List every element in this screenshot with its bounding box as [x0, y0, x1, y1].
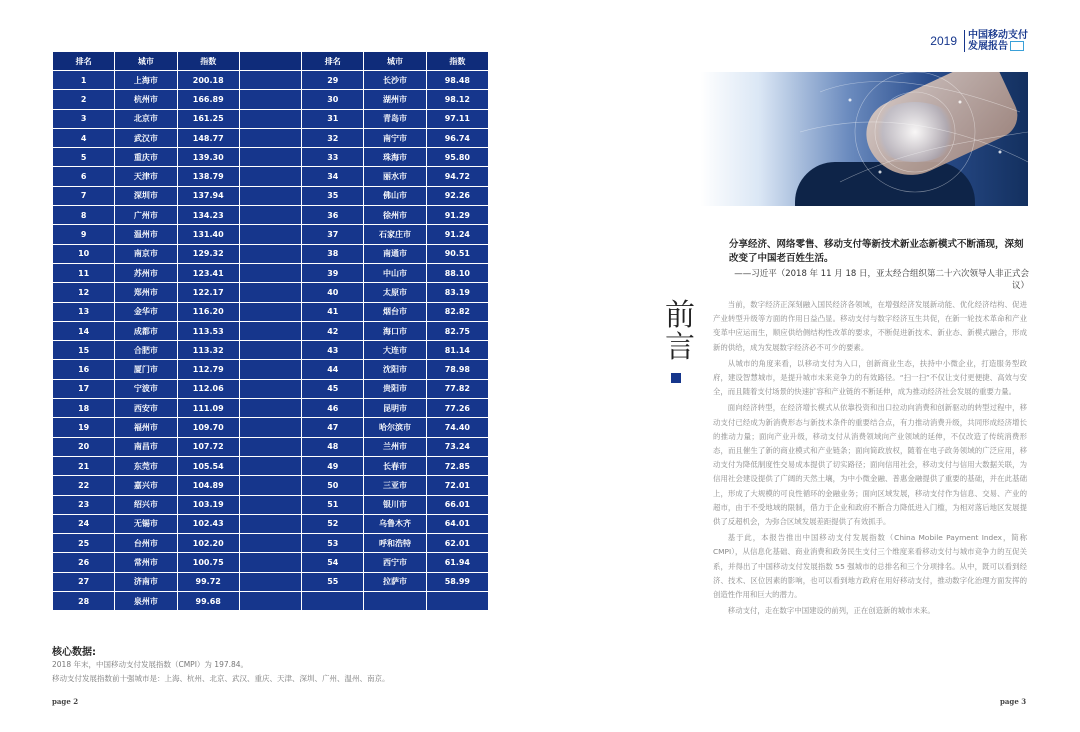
index-cell: 139.30 [177, 148, 239, 167]
city-cell: 郑州市 [115, 283, 177, 302]
city-cell: 西安市 [115, 399, 177, 418]
rank-cell: 28 [53, 592, 115, 611]
gap-cell [239, 456, 301, 475]
table-row [53, 128, 489, 147]
brand-title-line-1: 中国移动支付 [968, 30, 1028, 41]
city-cell: 无锡市 [115, 514, 177, 533]
preface-square-marker [671, 373, 681, 383]
rank-cell: 31 [302, 109, 364, 128]
index-cell: 98.48 [426, 71, 488, 90]
city-cell: 济南市 [115, 572, 177, 591]
core-data-line-2: 移动支付发展指数前十强城市是：上海、杭州、北京、武汉、重庆、天津、深圳、广州、温州、南京。 [52, 674, 390, 683]
paragraph: 移动支付，走在数字中国建设的前列，正在创造新的城市未来。 [727, 606, 935, 616]
table-row [53, 109, 489, 128]
rank-cell: 4 [53, 128, 115, 147]
index-cell: 138.79 [177, 167, 239, 186]
city-cell: 台州市 [115, 534, 177, 553]
gap-cell [239, 71, 301, 90]
city-cell: 福州市 [115, 418, 177, 437]
city-cell: 武汉市 [115, 128, 177, 147]
rank-cell: 3 [53, 109, 115, 128]
rank-cell: 1 [53, 71, 115, 90]
index-cell: 74.40 [426, 418, 488, 437]
city-cell: 合肥市 [115, 341, 177, 360]
rank-cell: 29 [302, 71, 364, 90]
brand-title [968, 30, 1028, 52]
city-ranking-table [52, 51, 489, 611]
rank-cell: 49 [302, 456, 364, 475]
rank-cell: 27 [53, 572, 115, 591]
city-cell: 太原市 [364, 283, 426, 302]
quote-source: ——习近平（2018 年 11 月 18 日，亚太经合组织第二十六次领导人非正式会议） [734, 269, 1029, 291]
city-cell: 北京市 [115, 109, 177, 128]
city-cell: 中山市 [364, 263, 426, 282]
table-row [53, 341, 489, 360]
rank-cell: 22 [53, 476, 115, 495]
table-row [53, 90, 489, 109]
city-cell: 兰州市 [364, 437, 426, 456]
rank-cell: 6 [53, 167, 115, 186]
table-row [53, 437, 489, 456]
city-cell: 南通市 [364, 244, 426, 263]
rank-cell: 15 [53, 341, 115, 360]
rank-cell: 13 [53, 302, 115, 321]
index-cell: 104.89 [177, 476, 239, 495]
table-row [53, 225, 489, 244]
rank-cell: 39 [302, 263, 364, 282]
gap-cell [239, 206, 301, 225]
city-cell: 深圳市 [115, 186, 177, 205]
index-cell: 61.94 [426, 553, 488, 572]
table-row [53, 379, 489, 398]
index-cell: 99.68 [177, 592, 239, 611]
index-cell: 95.80 [426, 148, 488, 167]
header-index-2: 指数 [426, 52, 488, 71]
index-cell: 166.89 [177, 90, 239, 109]
city-cell: 银川市 [364, 495, 426, 514]
table-row [53, 456, 489, 475]
city-cell: 石家庄市 [364, 225, 426, 244]
rank-cell: 10 [53, 244, 115, 263]
rank-cell: 38 [302, 244, 364, 263]
index-cell: 107.72 [177, 437, 239, 456]
gap-cell [239, 263, 301, 282]
index-cell: 200.18 [177, 71, 239, 90]
table-row [53, 495, 489, 514]
table-row [53, 360, 489, 379]
city-cell: 杭州市 [115, 90, 177, 109]
rank-cell: 43 [302, 341, 364, 360]
table-row [53, 418, 489, 437]
index-cell: 105.54 [177, 456, 239, 475]
table-row [53, 399, 489, 418]
header-index: 指数 [177, 52, 239, 71]
index-cell: 64.01 [426, 514, 488, 533]
city-cell: 常州市 [115, 553, 177, 572]
index-cell: 122.17 [177, 283, 239, 302]
leader-quote: 分享经济、网络零售、移动支付等新技术新业态新模式不断涌现，深刻改变了中国老百姓生活。 [729, 239, 1024, 264]
header-city-2: 城市 [364, 52, 426, 71]
rank-cell: 19 [53, 418, 115, 437]
city-cell: 哈尔滨市 [364, 418, 426, 437]
rank-cell: 36 [302, 206, 364, 225]
index-cell: 131.40 [177, 225, 239, 244]
gap-cell [239, 148, 301, 167]
index-cell: 103.19 [177, 495, 239, 514]
index-cell: 99.72 [177, 572, 239, 591]
paragraph: 从城市的角度来看，以移动支付为入口，创新商业生态，扶持中小微企业，打造服务型政府，建设智慧城市，是提升城市未来竞争力的有效路径。“扫一扫”不仅让支付更便捷、高效与安全，而且随着支付场景的快速扩容和产业链的不断延伸，成为推动经济社会发展的重要力量。 [713, 358, 1027, 397]
table-header-row [53, 52, 489, 71]
table-row [53, 553, 489, 572]
index-cell: 100.75 [177, 553, 239, 572]
rank-cell: 50 [302, 476, 364, 495]
gap-cell [239, 321, 301, 340]
index-cell: 92.26 [426, 186, 488, 205]
index-cell: 94.72 [426, 167, 488, 186]
gap-cell [239, 399, 301, 418]
index-cell: 102.43 [177, 514, 239, 533]
rank-cell: 48 [302, 437, 364, 456]
rank-cell: 17 [53, 379, 115, 398]
rank-cell: 25 [53, 534, 115, 553]
index-cell: 91.24 [426, 225, 488, 244]
rank-cell: 16 [53, 360, 115, 379]
index-cell: 72.01 [426, 476, 488, 495]
gap-cell [239, 534, 301, 553]
rank-cell [302, 592, 364, 611]
city-cell: 绍兴市 [115, 495, 177, 514]
rank-cell: 7 [53, 186, 115, 205]
city-cell: 泉州市 [115, 592, 177, 611]
core-data-line-1: 2018 年末，中国移动支付发展指数（CMPI）为 197.84。 [52, 660, 249, 669]
city-cell: 嘉兴市 [115, 476, 177, 495]
city-cell: 昆明市 [364, 399, 426, 418]
rank-cell: 54 [302, 553, 364, 572]
index-cell: 123.41 [177, 263, 239, 282]
rank-cell: 46 [302, 399, 364, 418]
index-cell: 72.85 [426, 456, 488, 475]
brand-divider [964, 30, 965, 52]
table-row [53, 244, 489, 263]
table-row [53, 302, 489, 321]
rank-cell: 21 [53, 456, 115, 475]
paragraph: 当前，数字经济正深刻融入国民经济各领域，在增强经济发展新动能、优化经济结构、促进产业转型升级等方面的作用日益凸显。移动支付与数字经济互生共促，在新一轮技术革命和产业变革中应运而生，顺应供给侧结构性改革的要求，不断促进新技术、新业态、新模式融合，形成新的供给，成为发展数字经济必不可少的要素。 [713, 300, 1027, 352]
hero-image [700, 72, 1028, 206]
rank-cell: 8 [53, 206, 115, 225]
city-cell: 成都市 [115, 321, 177, 340]
gap-cell [239, 225, 301, 244]
index-cell: 88.10 [426, 263, 488, 282]
gap-cell [239, 592, 301, 611]
rank-cell: 12 [53, 283, 115, 302]
paragraph: 基于此，本报告推出中国移动支付发展指数（China Mobile Payment Index，简称 CMPI），从信息化基础、商业消费和政务民生支付三个维度来看移动支付与城市竞争力的互促关系，并得出了中国移动支付发展指数 55 强城市的总排名和三个分项排名。从中，既可以看到经济、技术、区位因素的影响，也可以看到地方政府在用好移动支付，推动数字化治理方面发挥的创造性作用和巨大的潜力。 [713, 533, 1027, 600]
index-cell: 77.82 [426, 379, 488, 398]
rank-cell: 42 [302, 321, 364, 340]
rank-cell: 23 [53, 495, 115, 514]
index-cell: 161.25 [177, 109, 239, 128]
gap-cell [239, 514, 301, 533]
table-row [53, 476, 489, 495]
rank-cell: 34 [302, 167, 364, 186]
city-cell: 三亚市 [364, 476, 426, 495]
index-cell: 113.32 [177, 341, 239, 360]
index-cell [426, 592, 488, 611]
table-row [53, 514, 489, 533]
gap-cell [239, 302, 301, 321]
gap-cell [239, 109, 301, 128]
preface-title: 前言 [665, 298, 695, 365]
city-cell: 乌鲁木齐 [364, 514, 426, 533]
city-cell: 温州市 [115, 225, 177, 244]
index-cell: 98.12 [426, 90, 488, 109]
index-cell: 116.20 [177, 302, 239, 321]
rank-cell: 11 [53, 263, 115, 282]
table-body [53, 71, 489, 611]
index-cell: 73.24 [426, 437, 488, 456]
city-cell: 烟台市 [364, 302, 426, 321]
index-cell: 82.75 [426, 321, 488, 340]
network-lines-graphic [700, 72, 1028, 206]
index-cell: 137.94 [177, 186, 239, 205]
gap-cell [239, 283, 301, 302]
table-row [53, 534, 489, 553]
report-chart-icon [1010, 41, 1024, 51]
city-cell: 南宁市 [364, 128, 426, 147]
table-row [53, 263, 489, 282]
rank-cell: 9 [53, 225, 115, 244]
brand-year: 2019 [930, 34, 957, 48]
rank-cell: 20 [53, 437, 115, 456]
city-cell: 青岛市 [364, 109, 426, 128]
index-cell: 112.79 [177, 360, 239, 379]
index-cell: 77.26 [426, 399, 488, 418]
city-cell: 长沙市 [364, 71, 426, 90]
header-city: 城市 [115, 52, 177, 71]
city-cell: 西宁市 [364, 553, 426, 572]
index-cell: 66.01 [426, 495, 488, 514]
city-cell: 厦门市 [115, 360, 177, 379]
rank-cell: 40 [302, 283, 364, 302]
rank-cell: 14 [53, 321, 115, 340]
header-rank: 排名 [53, 52, 115, 71]
table-row [53, 186, 489, 205]
rank-cell: 45 [302, 379, 364, 398]
table-row [53, 572, 489, 591]
table-row [53, 321, 489, 340]
city-cell: 东莞市 [115, 456, 177, 475]
rank-cell: 53 [302, 534, 364, 553]
city-cell: 重庆市 [115, 148, 177, 167]
index-cell: 82.82 [426, 302, 488, 321]
rank-cell: 41 [302, 302, 364, 321]
city-cell: 珠海市 [364, 148, 426, 167]
core-data-title: 核心数据: [52, 647, 96, 658]
city-cell: 苏州市 [115, 263, 177, 282]
rank-cell: 2 [53, 90, 115, 109]
index-cell: 97.11 [426, 109, 488, 128]
index-cell: 113.53 [177, 321, 239, 340]
city-cell: 呼和浩特 [364, 534, 426, 553]
city-cell: 贵阳市 [364, 379, 426, 398]
rank-cell: 33 [302, 148, 364, 167]
brand-title-line-2: 发展报告 [968, 41, 1008, 52]
page-number-left: page 2 [52, 697, 79, 706]
gap-cell [239, 341, 301, 360]
header-rank-2: 排名 [302, 52, 364, 71]
paragraph: 面向经济转型，在经济增长模式从依靠投资和出口拉动向消费和创新驱动的转型过程中，移动支付已经成为新消费形态与新技术条件的重要结合点，有力推动消费升级，共同形成经济增长的推动力量；面向产业升级，移动支付从消费领域向产业领域的延伸，不仅改造了传统消费形态，而且催生了新的商业模式和产业链条；面向简政放权，随着在电子政务领域的广泛应用，移动支付为降低制度性交易成本提供了切实路径；面向信用社会，移动支付与信用大数据关联，为信用社会建设提供了广阔的天然土壤，为中小微金融、普惠金融提供了重要的基础，并在此基础上，形成了大规模的可良性循环的金融业务；面向区域发展，移动支付作为信息、交易、产业的超市，由于不受地域的限制，借力于企业和政府不断合力降低进入门槛，为相对落后地区发展提供了反超机会，为弥合区域发展差距提供了有效抓手。 [713, 403, 1027, 527]
city-cell: 拉萨市 [364, 572, 426, 591]
index-cell: 102.20 [177, 534, 239, 553]
index-cell: 91.29 [426, 206, 488, 225]
city-cell: 广州市 [115, 206, 177, 225]
city-cell: 大连市 [364, 341, 426, 360]
index-cell: 81.14 [426, 341, 488, 360]
city-cell: 沈阳市 [364, 360, 426, 379]
rank-cell: 55 [302, 572, 364, 591]
gap-cell [239, 379, 301, 398]
gap-cell [239, 572, 301, 591]
gap-cell [239, 90, 301, 109]
rank-cell: 18 [53, 399, 115, 418]
city-cell: 金华市 [115, 302, 177, 321]
city-cell: 海口市 [364, 321, 426, 340]
city-cell: 湖州市 [364, 90, 426, 109]
index-cell: 111.09 [177, 399, 239, 418]
index-cell: 58.99 [426, 572, 488, 591]
city-cell: 天津市 [115, 167, 177, 186]
index-cell: 83.19 [426, 283, 488, 302]
index-cell: 148.77 [177, 128, 239, 147]
table-row [53, 148, 489, 167]
index-cell: 90.51 [426, 244, 488, 263]
index-cell: 78.98 [426, 360, 488, 379]
rank-cell: 26 [53, 553, 115, 572]
city-cell: 南京市 [115, 244, 177, 263]
rank-cell: 30 [302, 90, 364, 109]
gap-cell [239, 495, 301, 514]
rank-cell: 5 [53, 148, 115, 167]
index-cell: 96.74 [426, 128, 488, 147]
gap-cell [239, 244, 301, 263]
gap-cell [239, 437, 301, 456]
table-row [53, 71, 489, 90]
gap-cell [239, 553, 301, 572]
gap-cell [239, 476, 301, 495]
city-cell: 丽水市 [364, 167, 426, 186]
index-cell: 109.70 [177, 418, 239, 437]
gap-cell [239, 167, 301, 186]
table-row [53, 167, 489, 186]
city-cell: 佛山市 [364, 186, 426, 205]
rank-cell: 32 [302, 128, 364, 147]
city-cell: 南昌市 [115, 437, 177, 456]
report-brand [930, 27, 1028, 55]
rank-cell: 51 [302, 495, 364, 514]
header-gap [239, 52, 301, 71]
rank-cell: 35 [302, 186, 364, 205]
city-cell: 宁波市 [115, 379, 177, 398]
rank-cell: 24 [53, 514, 115, 533]
gap-cell [239, 418, 301, 437]
index-cell: 62.01 [426, 534, 488, 553]
index-cell: 134.23 [177, 206, 239, 225]
city-cell [364, 592, 426, 611]
gap-cell [239, 186, 301, 205]
table-row [53, 206, 489, 225]
gap-cell [239, 128, 301, 147]
city-cell: 长春市 [364, 456, 426, 475]
rank-cell: 47 [302, 418, 364, 437]
rank-cell: 37 [302, 225, 364, 244]
rank-cell: 44 [302, 360, 364, 379]
table-row [53, 283, 489, 302]
rank-cell: 52 [302, 514, 364, 533]
city-cell: 徐州市 [364, 206, 426, 225]
table-row [53, 592, 489, 611]
index-cell: 112.06 [177, 379, 239, 398]
index-cell: 129.32 [177, 244, 239, 263]
page-number-right: page 3 [1000, 697, 1027, 706]
city-cell: 上海市 [115, 71, 177, 90]
preface-body [713, 298, 1027, 620]
gap-cell [239, 360, 301, 379]
